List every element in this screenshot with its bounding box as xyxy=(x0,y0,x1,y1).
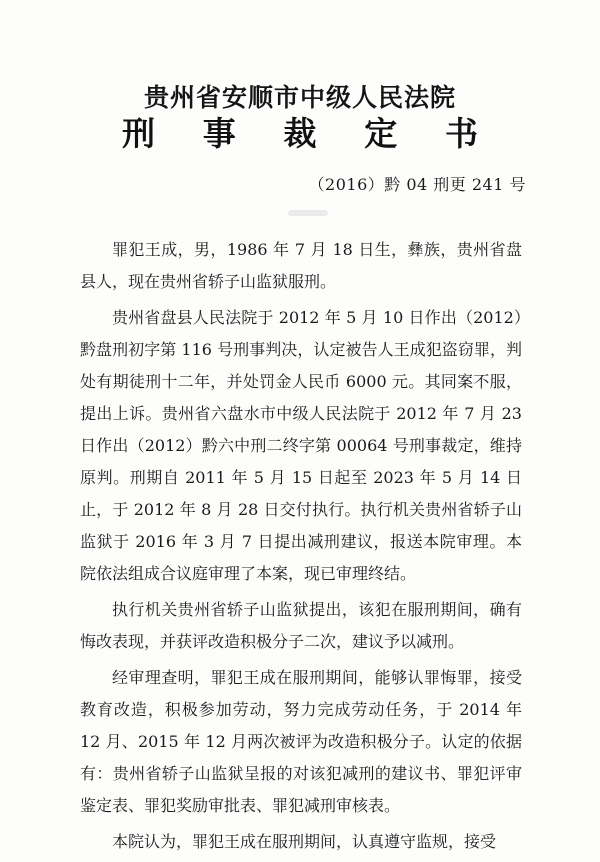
title-char: 刑 xyxy=(122,114,155,153)
title-char: 书 xyxy=(445,114,478,153)
title-char: 定 xyxy=(364,114,398,153)
paragraph-case-history: 贵州省盘县人民法院于 2012 年 5 月 10 日作出（2012）黔盘刑初字第 116 号刑事判决，认定被告人王成犯盗窃罪，判处有期徒刑十二年，并处罚金人民币 6000 元。其同案不服，提出上诉。贵州省六盘水市中级人民法院于 2012 年 7 月 23 日作出（2012）黔六中刑二终字第 00064 号刑事裁定，维持原判。刑期自 2011 年 5 月 15 日起至 2023 年 5 月 14 日止，于 2012 年 8 月 28 日交付执行。执行机关贵州省轿子山监狱于 2016 年 3 月 7 日提出减刑建议，报送本院审理。本院依法组成合议庭审理了本案，现已审理终结。 xyxy=(80,308,522,583)
paragraph-criminal-info: 罪犯王成，男，1986 年 7 月 18 日生，彝族，贵州省盘县人，现在贵州省轿子山监狱服刑。 xyxy=(80,240,522,291)
paragraph-prison-proposal: 执行机关贵州省轿子山监狱提出，该犯在服刑期间，确有悔改表现，并获评改造积极分子二次，建议予以减刑。 xyxy=(80,600,522,651)
scan-smudge xyxy=(288,210,328,216)
court-name: 贵州省安顺市中级人民法院 xyxy=(143,83,456,112)
case-number: （2016）黔 04 刑更 241 号 xyxy=(308,175,526,194)
title-char: 事 xyxy=(202,114,236,153)
paragraph-findings: 经审理查明，罪犯王成在服刑期间，能够认罪悔罪，接受教育改造，积极参加劳动，努力完成劳动任务，于 2014 年 12 月、2015 年 12 月两次被评为改造积极分子。认定的依据有：贵州省轿子山监狱呈报的对该犯减刑的建议书、罪犯评审鉴定表、罪犯奖励审批表、罪犯减刑审核表。 xyxy=(80,668,522,815)
document-title xyxy=(122,108,478,155)
title-char: 裁 xyxy=(283,114,317,153)
paragraph-court-opinion: 本院认为，罪犯王成在服刑期间，认真遵守监规，接受 xyxy=(112,832,497,851)
document-body xyxy=(80,234,522,862)
